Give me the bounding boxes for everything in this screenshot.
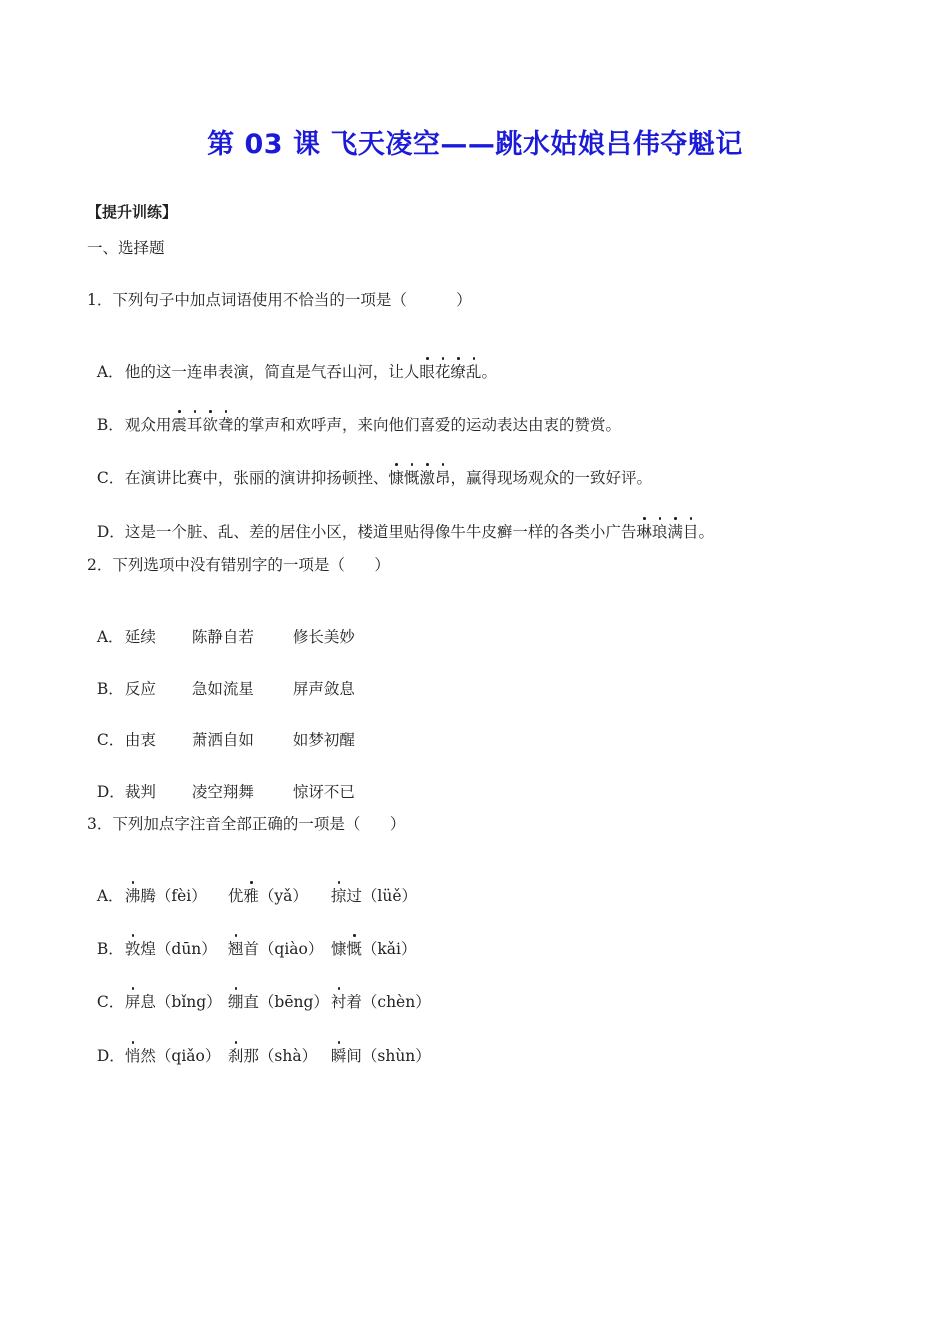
dotted-char: 震 [171,416,187,434]
option-label: C． [96,731,125,749]
dotted-char: 缭 [450,363,466,381]
char: 煌 [140,940,156,958]
option-text: 观众用 [124,416,172,434]
option-label: D． [96,783,125,801]
dotted-char: 聋 [217,416,234,434]
dotted-char: 慨 [403,469,420,487]
pinyin: （kǎi） [361,940,417,958]
char: 直 [243,993,259,1011]
dotted-char: 雅 [243,887,259,905]
q3-option-c [87,972,431,1012]
word: 裁判 [124,783,156,801]
char: 慷 [330,940,347,958]
dotted-char: 激 [419,469,435,487]
dotted-char: 目 [682,523,699,541]
q1-option-b [87,395,621,435]
q2-option-c [87,710,355,750]
option-label: B． [96,940,124,958]
q1-option-a [87,342,497,382]
char: 首 [243,940,259,958]
dotted-char: 欲 [202,416,218,434]
option-text: 在演讲比赛中，张丽的演讲抑扬顿挫、 [124,469,389,487]
section-heading: 【提升训练】 [87,203,178,221]
dotted-char: 满 [667,523,683,541]
pinyin: （shà） [258,1047,318,1065]
dotted-char: 瞬 [330,1047,347,1065]
dotted-char: 花 [434,363,451,381]
question-3-stem: 3．下列加点字注音全部正确的一项是（ ） [87,815,406,833]
word: 反应 [124,680,156,698]
char: 优 [227,887,244,905]
dotted-char: 衬 [330,993,347,1011]
dotted-char: 翘 [227,940,244,958]
dotted-char: 琅 [651,523,668,541]
dotted-char: 慨 [346,940,362,958]
q3-option-b [87,919,416,959]
word: 凌空翔舞 [191,783,254,801]
char: 过 [346,887,362,905]
option-label: D． [96,523,125,541]
dotted-char: 琳 [636,523,652,541]
option-label: B． [96,680,124,698]
question-2-stem: 2．下列选项中没有错别字的一项是（ ） [87,556,390,574]
q1-option-d [87,502,714,542]
option-text-end: ，赢得现场观众的一致好评。 [450,469,652,487]
dotted-char: 沸 [124,887,141,905]
pinyin: （qiǎo） [155,1047,221,1065]
dotted-char: 眼 [419,363,435,381]
dotted-char: 刹 [227,1047,244,1065]
char: 腾 [140,887,156,905]
word: 如梦初醒 [292,731,355,749]
char: 间 [346,1047,362,1065]
option-label: D． [96,1047,125,1065]
word: 陈静自若 [191,628,254,646]
char: 然 [140,1047,156,1065]
question-1-stem: 1．下列句子中加点词语使用不恰当的一项是（ ） [87,291,472,309]
word: 萧洒自如 [191,731,254,749]
char: 着 [346,993,362,1011]
pinyin: （dūn） [155,940,217,958]
word: 修长美妙 [292,628,355,646]
option-text-end: 。 [481,363,497,381]
word: 延续 [124,628,156,646]
option-label: C． [96,469,125,487]
option-text-end: 。 [698,523,714,541]
q2-option-b [87,659,355,699]
option-label: A． [96,628,124,646]
option-label: C． [96,993,125,1011]
option-text: 他的这一连串表演，简直是气吞山河，让人 [124,363,420,381]
dotted-char: 敦 [124,940,141,958]
q3-option-a [87,866,417,906]
dotted-char: 屏 [124,993,141,1011]
option-text: 这是一个脏、乱、差的居住小区，楼道里贴得像牛牛皮癣一样的各类小广告 [124,523,637,541]
option-label: A． [96,363,124,381]
option-text-end: 的掌声和欢呼声，来向他们喜爱的运动表达由衷的赞赏。 [233,416,621,434]
word: 屏声敛息 [292,680,355,698]
word: 由衷 [124,731,156,749]
dotted-char: 慷 [388,469,404,487]
char: 息 [140,993,156,1011]
q1-option-c [87,448,652,488]
dotted-char: 昂 [434,469,451,487]
option-label: A． [96,887,124,905]
pinyin: （qiào） [258,940,324,958]
pinyin: （bǐng） [155,993,222,1011]
q2-option-a [87,607,355,647]
q3-option-d [87,1026,431,1066]
char: 那 [243,1047,259,1065]
pinyin: （lüě） [361,887,418,905]
pinyin: （yǎ） [258,887,308,905]
word: 急如流星 [191,680,254,698]
dotted-char: 乱 [465,363,482,381]
word: 惊讶不已 [292,783,355,801]
dotted-char: 绷 [227,993,244,1011]
part-heading: 一、选择题 [87,239,165,257]
dotted-char: 悄 [124,1047,141,1065]
dotted-char: 耳 [186,416,203,434]
q2-option-d [87,762,355,802]
pinyin: （shùn） [361,1047,431,1065]
option-label: B． [96,416,124,434]
pinyin: （chèn） [361,993,431,1011]
pinyin: （bēng） [258,993,329,1011]
dotted-char: 掠 [330,887,347,905]
page-title: 第 03 课 飞天凌空——跳水姑娘吕伟夺魁记 [207,129,743,160]
pinyin: （fèi） [155,887,207,905]
